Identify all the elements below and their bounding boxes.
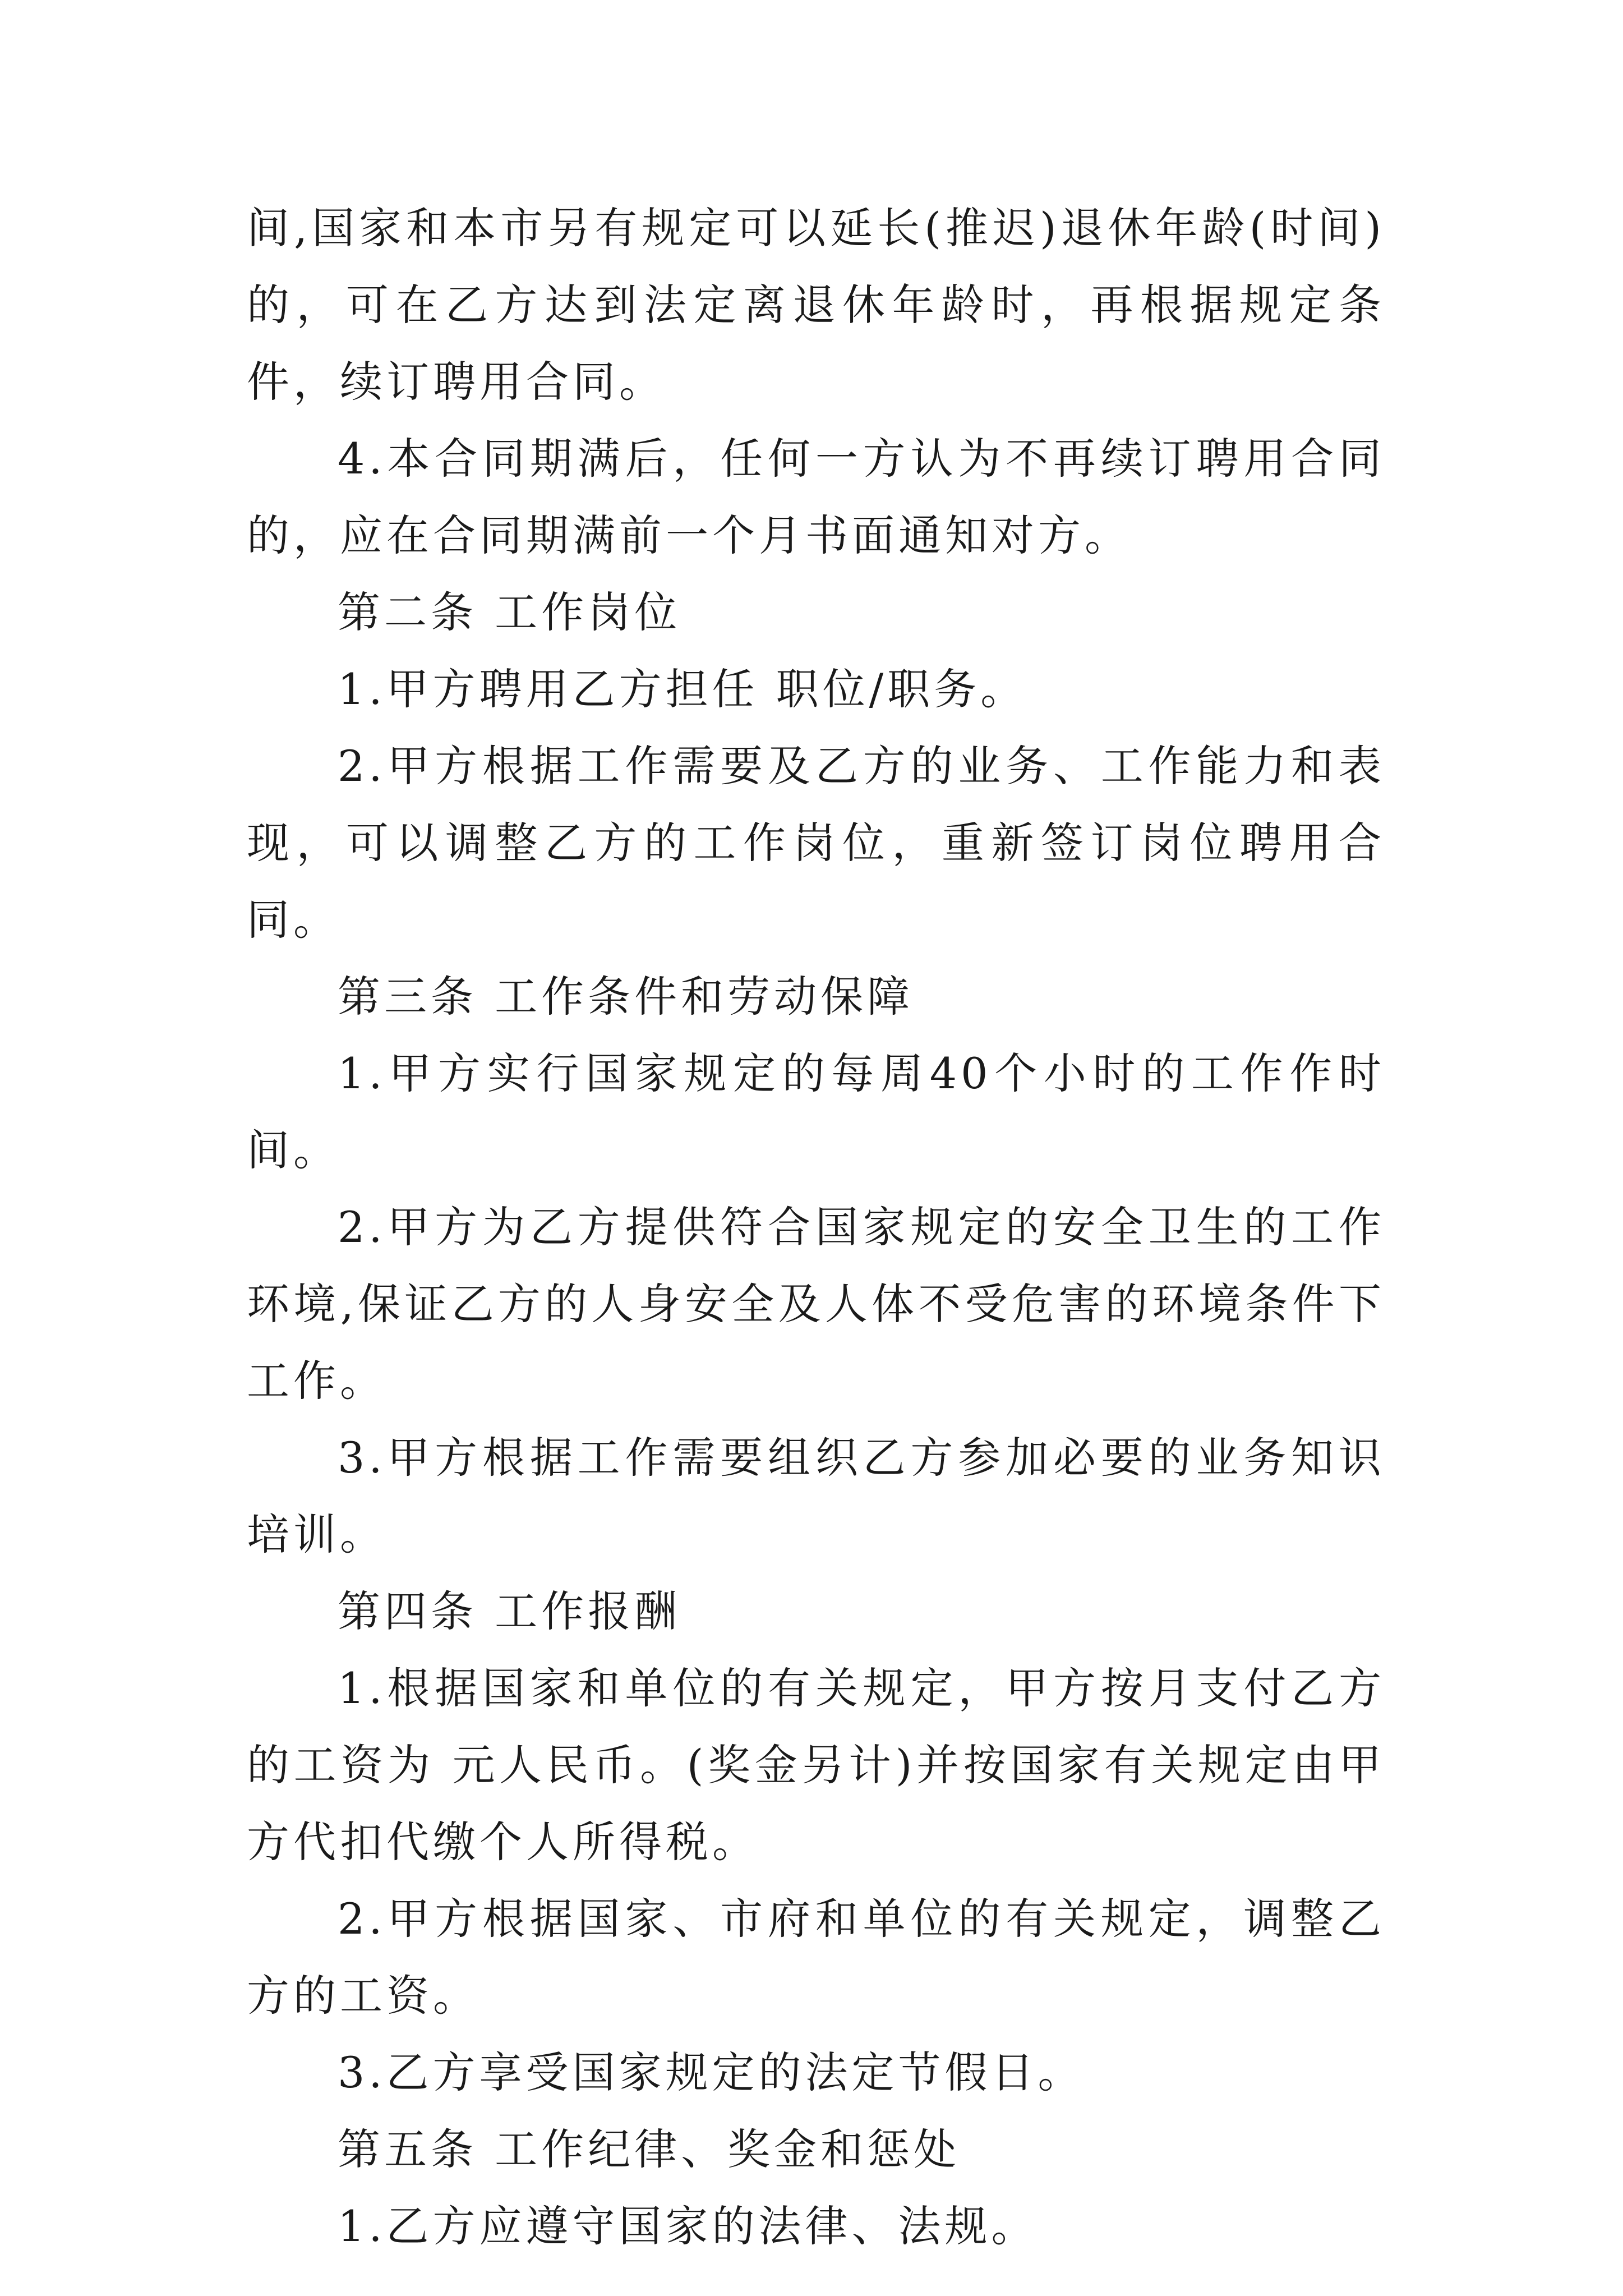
article-2-heading: 第二条 工作岗位: [338, 587, 681, 637]
paragraph-monthly-salary: 1.根据国家和单位的有关规定，甲方按月支付乙方的工资为 元人民币。(奖金另计)并按国家有关规定由甲方代扣代缴个人所得税。: [247, 1663, 1385, 1867]
contract-body: [247, 190, 1385, 2265]
paragraph-safe-environment: 2.甲方为乙方提供符合国家规定的安全卫生的工作环境,保证乙方的人身安全及人体不受危害的环境条件下工作。: [247, 1202, 1385, 1406]
article-4-heading: 第四条 工作报酬: [338, 1586, 681, 1636]
paragraph-obey-laws: 1.乙方应遵守国家的法律、法规。: [338, 2201, 1038, 2251]
paragraph-retirement-continuation: 间,国家和本市另有规定可以延长(推迟)退休年龄(时间)的，可在乙方达到法定离退休年龄时，再根据规定条件，续订聘用合同。: [247, 203, 1385, 407]
paragraph-position-appointment: 1.甲方聘用乙方担任 职位/职务。: [338, 664, 1027, 714]
paragraph-training: 3.甲方根据工作需要组织乙方参加必要的业务知识培训。: [247, 1433, 1385, 1559]
paragraph-contract-expiry-notice: 4.本合同期满后，任何一方认为不再续订聘用合同的，应在合同期满前一个月书面通知对方。: [247, 434, 1385, 560]
paragraph-position-adjustment: 2.甲方根据工作需要及乙方的业务、工作能力和表现，可以调整乙方的工作岗位，重新签订岗位聘用合同。: [247, 741, 1385, 945]
paragraph-holidays: 3.乙方享受国家规定的法定节假日。: [338, 2047, 1085, 2097]
paragraph-working-hours: 1.甲方实行国家规定的每周40个小时的工作作时间。: [247, 1048, 1385, 1175]
article-3-heading: 第三条 工作条件和劳动保障: [338, 972, 914, 1022]
article-5-heading: 第五条 工作纪律、奖金和惩处: [338, 2124, 961, 2174]
paragraph-salary-adjustment: 2.甲方根据国家、市府和单位的有关规定，调整乙方的工资。: [247, 1894, 1385, 2021]
